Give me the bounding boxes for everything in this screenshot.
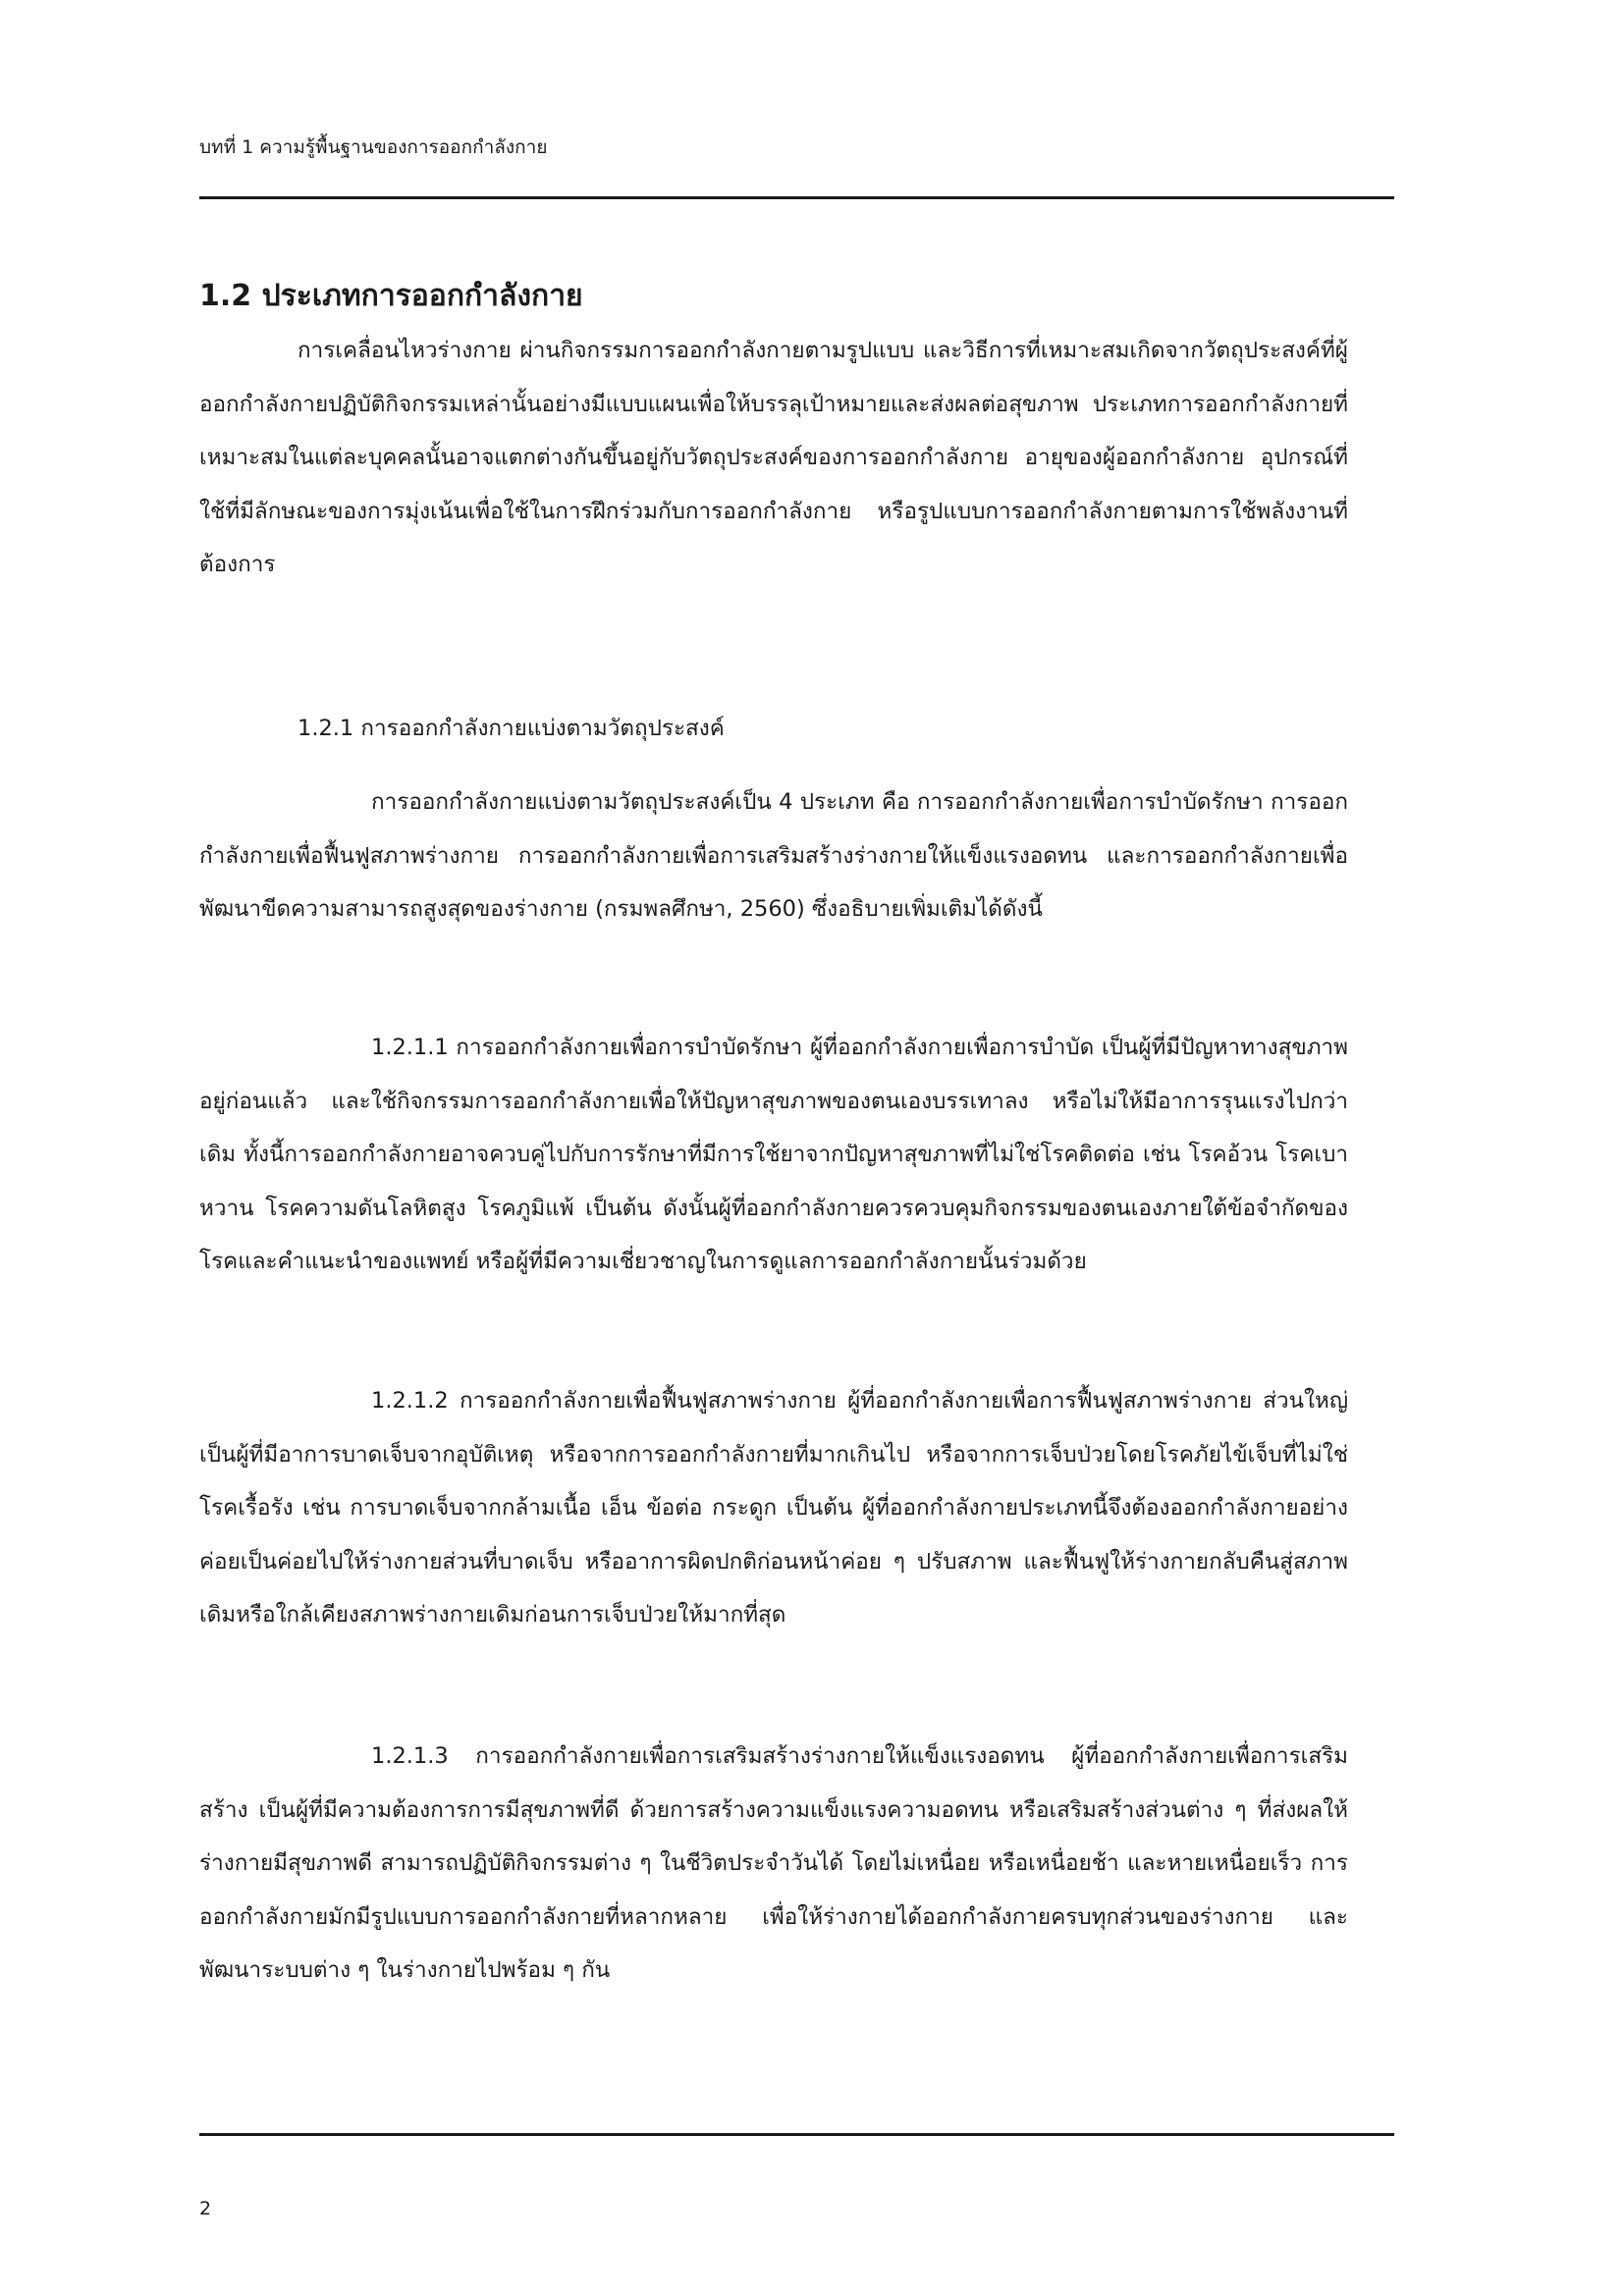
section-intro-paragraph: การเคลื่อนไหวร่างกาย ผ่านกิจกรรมการออกกำลังกายตามรูปแบบ และวิธีการที่เหมาะสมเกิดจากวัตถุประสงค์ที่ผู้ออกกำลังกายปฏิบัติกิจกรรมเหล่านั้นอย่างมีแบบแผนเพื่อให้บรรลุเป้าหมายและส่งผลต่อสุขภาพ ประเภทการออกกำลังกายที่เหมาะสมในแต่ละบุคคลนั้นอาจแตกต่างกันขึ้นอยู่กับวัตถุประสงค์ของการออกกำลังกาย อายุของผู้ออกกำลังกาย อุปกรณ์ที่ใช้ที่มีลักษณะของการมุ่งเน้นเพื่อใช้ในการฝึกร่วมกับการออกกำลังกาย หรือรูปแบบการออกกำลังกายตามการใช้พลังงานที่ต้องการ <box>199 338 1348 577</box>
running-header: บทที่ 1 ความรู้พื้นฐานของการออกกำลังกาย <box>199 136 548 158</box>
subsection-intro-paragraph: การออกกำลังกายแบ่งตามวัตถุประสงค์เป็น 4 ประเภท คือ การออกกำลังกายเพื่อการบำบัดรักษา การออกกำลังกายเพื่อฟื้นฟูสภาพร่างกาย การออกกำลังกายเพื่อการเสริมสร้างร่างกายให้แข็งแรงอดทน และการออกกำลังกายเพื่อพัฒนาขีดความสามารถสูงสุดของร่างกาย (กรมพลศึกษา, 2560) ซึ่งอธิบายเพิ่มเติมได้ดังนี้ <box>199 789 1348 922</box>
item-paragraph-rehabilitation: 1.2.1.2 การออกกำลังกายเพื่อฟื้นฟูสภาพร่างกาย ผู้ที่ออกกำลังกายเพื่อการฟื้นฟูสภาพร่างกาย ส่วนใหญ่เป็นผู้ที่มีอาการบาดเจ็บจากอุบัติเหตุ หรือจากการออกกำลังกายที่มากเกินไป หรือจากการเจ็บป่วยโดยโรคภัยไข้เจ็บที่ไม่ใช่โรคเรื้อรัง เช่น การบาดเจ็บจากกล้ามเนื้อ เอ็น ข้อต่อ กระดูก เป็นต้น ผู้ที่ออกกำลังกายประเภทนี้จึงต้องออกกำลังกายอย่างค่อยเป็นค่อยไปให้ร่างกายส่วนที่บาดเจ็บ หรืออาการผิดปกติก่อนหน้าค่อย ๆ ปรับสภาพ และฟื้นฟูให้ร่างกายกลับคืนสู่สภาพเดิมหรือใกล้เคียงสภาพร่างกายเดิมก่อนการเจ็บป่วยให้มากที่สุด <box>199 1388 1348 1628</box>
item-paragraph-therapy: 1.2.1.1 การออกกำลังกายเพื่อการบำบัดรักษา ผู้ที่ออกกำลังกายเพื่อการบำบัด เป็นผู้ที่มีปัญหาทางสุขภาพอยู่ก่อนแล้ว และใช้กิจกรรมการออกกำลังกายเพื่อให้ปัญหาสุขภาพของตนเองบรรเทาลง หรือไม่ให้มีอาการรุนแรงไปกว่าเดิม ทั้งนี้การออกกำลังกายอาจควบคู่ไปกับการรักษาที่มีการใช้ยาจากปัญหาสุขภาพที่ไม่ใช่โรคติดต่อ เช่น โรคอ้วน โรคเบาหวาน โรคความดันโลหิตสูง โรคภูมิแพ้ เป็นต้น ดังนั้นผู้ที่ออกกำลังกายควรควบคุมกิจกรรมของตนเองภายใต้ข้อจำกัดของโรคและคำแนะนำของแพทย์ หรือผู้ที่มีความเชี่ยวชาญในการดูแลการออกกำลังกายนั้นร่วมด้วย <box>199 1035 1348 1274</box>
item-paragraph-strengthening: 1.2.1.3 การออกกำลังกายเพื่อการเสริมสร้างร่างกายให้แข็งแรงอดทน ผู้ที่ออกกำลังกายเพื่อการเสริมสร้าง เป็นผู้ที่มีความต้องการการมีสุขภาพที่ดี ด้วยการสร้างความแข็งแรงความอดทน หรือเสริมสร้างส่วนต่าง ๆ ที่ส่งผลให้ร่างกายมีสุขภาพดี สามารถปฏิบัติกิจกรรมต่าง ๆ ในชีวิตประจำวันได้ โดยไม่เหนื่อย หรือเหนื่อยช้า และหายเหนื่อยเร็ว การออกกำลังกายมักมีรูปแบบการออกกำลังกายที่หลากหลาย เพื่อให้ร่างกายได้ออกกำลังกายครบทุกส่วนของร่างกาย และพัฒนาระบบต่าง ๆ ในร่างกายไปพร้อม ๆ กัน <box>199 1743 1348 1983</box>
page-number: 2 <box>199 2198 212 2219</box>
section-title: 1.2 ประเภทการออกกำลังกาย <box>199 279 583 313</box>
subsection-heading: 1.2.1 การออกกำลังกายแบ่งตามวัตถุประสงค์ <box>298 716 725 741</box>
footer-divider <box>199 2133 1394 2136</box>
header-divider <box>199 196 1394 199</box>
